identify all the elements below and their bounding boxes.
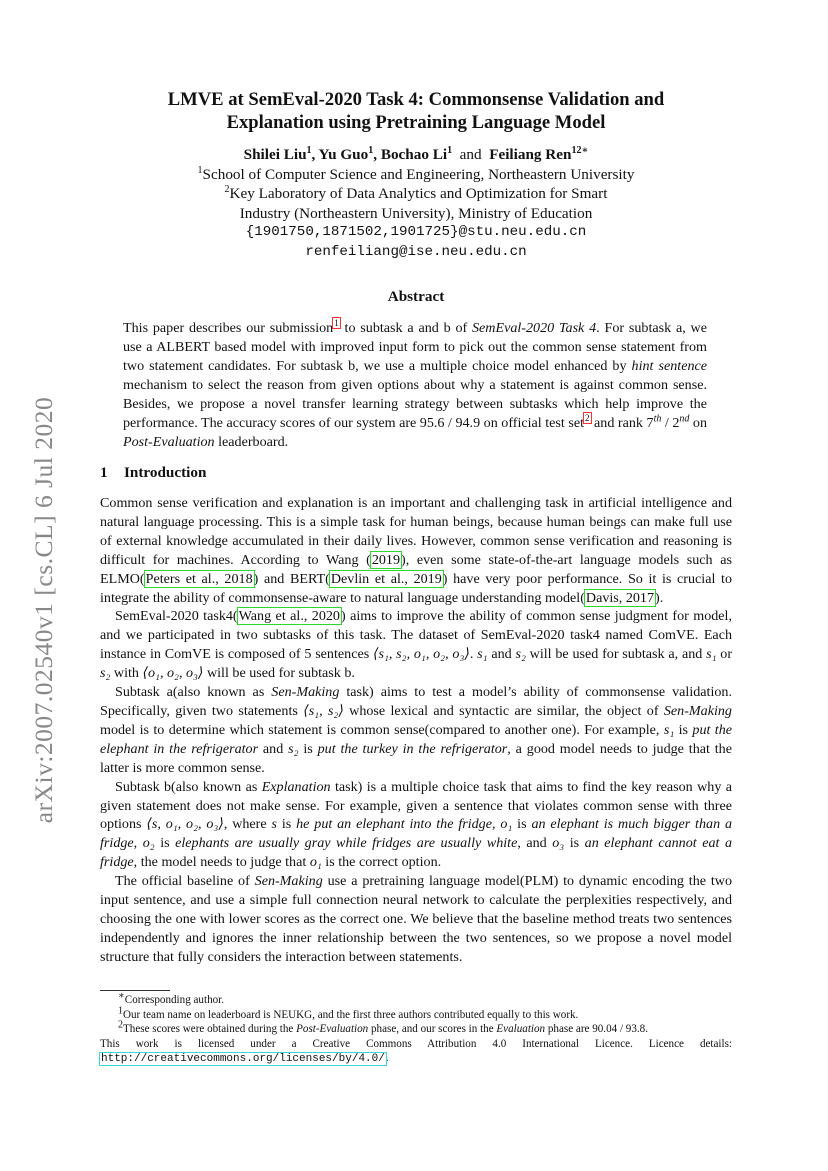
- affiliation-2-line-2: Industry (Northeastern University), Ministry of Education: [239, 204, 593, 222]
- license-text: .: [385, 1052, 389, 1064]
- rank-superscript: nd: [679, 413, 690, 425]
- text-run: or: [716, 646, 733, 663]
- footnote-text: phase are 90.04 / 93.8.: [545, 1023, 648, 1035]
- emphasis: Evaluation: [496, 1023, 546, 1035]
- math-expression: ⟨s₁, s₂, o₁, o₂, o₃⟩: [372, 646, 470, 663]
- abstract-text: [123, 319, 707, 452]
- text-run: use a pretraining language model(PLM) to dynamic encoding the two input sentence, and use a simple full connection neural network to calculate the perplexities respectively, and choosing the one with lower scores as the correct one. We believe that the baseline method treats two sentences independently and ignores the inner relationship between the two sentences, so we propose a novel model structure that fully considers the interaction between statements.: [100, 873, 733, 965]
- text-run: ) aims to improve the ability of common sense judgment for model, and we participated in two subtasks of this task. The dataset of SemEval-2020 task4 named ComVE. Each instance in ComVE is composed of 5 sentences: [100, 608, 732, 663]
- emphasis: an elephant cannot eat a fridge: [100, 835, 732, 871]
- text-run: / 2: [661, 415, 680, 431]
- text-run: leaderboard.: [214, 434, 289, 450]
- text-run: ), even some state-of-the-art language models such as ELMO(: [100, 551, 732, 587]
- text-run: Common sense verification and explanation is an important and challenging task in artificial intelligence and natural language processing. This is a simple task for human beings, because human beings can make full use of external knowledge accumulated in their daily lives. However, common sense verification and reasoning is difficult for machines. According to Wang (: [100, 495, 732, 568]
- emphasis: put the elephant in the refrigerator: [100, 721, 732, 757]
- math-expression: o₁: [500, 816, 513, 833]
- citation-link[interactable]: 2019: [371, 551, 401, 568]
- affiliation-2: [100, 184, 732, 204]
- paragraph-5: [100, 872, 732, 967]
- footnote-text: phase, and our scores in the: [368, 1023, 497, 1035]
- math-expression: s: [271, 816, 277, 833]
- emphasis: Post-Evaluation: [296, 1023, 369, 1035]
- text-run: will be used for subtask a, and: [525, 646, 707, 663]
- arxiv-identifier-text: arXiv:2007.02540v1 [cs.CL] 6 Jul 2020: [29, 396, 58, 824]
- author-block: [100, 145, 732, 262]
- text-run: , where: [223, 816, 272, 833]
- text-run: , a good model needs to judge that the latter is more common sense.: [100, 740, 732, 776]
- emphasis: Explanation: [261, 778, 331, 795]
- paragraph-1: [100, 494, 732, 607]
- footnote-rule: [100, 990, 170, 991]
- text-run: ) have very poor performance. So it is crucial to integrate the ability of commonsense-aware to natural language understanding model(: [100, 570, 732, 606]
- emphasis: Post-Evaluation: [123, 434, 215, 450]
- text-run: , and: [517, 835, 553, 852]
- emphasis: SemEval-2020 Task 4: [471, 320, 597, 336]
- emphasis: Sen-Making: [663, 702, 732, 719]
- section-title: Introduction: [124, 464, 207, 481]
- title-line-1: LMVE at SemEval-2020 Task 4: Commonsense Validation and: [167, 89, 665, 110]
- text-run: Subtask a(also known as: [115, 684, 272, 701]
- text-run: . For subtask a, we use a ALBERT based model with improved input form to pick out the common sense statement from two statement candidates. For subtask b, we use a multiple choice model enhanced by: [123, 320, 707, 374]
- text-run: ,: [133, 835, 143, 852]
- emphasis: Sen-Making: [254, 873, 323, 890]
- footnote-text: These scores were obtained during the: [123, 1023, 297, 1035]
- text-run: .: [469, 646, 478, 663]
- emphasis: Sen-Making: [271, 684, 340, 701]
- rank-superscript: th: [653, 413, 662, 425]
- author-name: Bochao Li: [380, 146, 448, 163]
- emphasis: hint sentence: [631, 358, 708, 374]
- math-expression: o₂: [142, 835, 155, 852]
- math-expression: s₁: [706, 646, 717, 663]
- author-names: Shilei Liu$^1$, Yu Guo$^1$, Bochao Li$^1$ and Feiliang Ren$^{12∗}$: [243, 144, 589, 163]
- affiliation-mark: 2: [224, 183, 230, 195]
- affiliation-text: Key Laboratory of Data Analytics and Optimization for Smart: [229, 185, 608, 202]
- text-run: is: [298, 740, 318, 757]
- introduction-body: [100, 494, 732, 967]
- section-heading: [100, 464, 206, 482]
- affiliation-1: [100, 165, 732, 185]
- text-run: task) aims to test a model’s ability of commonsense validation. Specifically, given two statements: [100, 684, 732, 719]
- text-run: task) is a multiple choice task that aims to find the key reason why a given statement does not make sense. For example, given a sentence that violates common sense with three options: [100, 778, 733, 833]
- footnote-text: Corresponding author.: [124, 994, 225, 1006]
- citation-link[interactable]: Davis, 2017: [585, 589, 655, 606]
- paper-title: [100, 88, 732, 134]
- math-expression: s₁: [663, 721, 675, 738]
- author-name: Feiliang Ren: [489, 146, 572, 163]
- math-expression: ⟨s₁, s₂⟩: [303, 702, 344, 719]
- paragraph-2: [100, 607, 732, 683]
- footnote-corresponding: [100, 990, 732, 1008]
- author-emails: {1901750,1871502,1901725}@stu.neu.edu.cn: [245, 224, 587, 240]
- citation-link[interactable]: Peters et al., 2018: [145, 570, 253, 587]
- text-run: to subtask a and b of: [339, 320, 472, 336]
- math-expression: s₂: [100, 665, 111, 682]
- text-run: and: [487, 646, 516, 663]
- text-run: , the model needs to judge that: [133, 854, 310, 871]
- emphasis: an elephant is much bigger than a fridge: [100, 816, 733, 852]
- affiliation-text: School of Computer Science and Engineering, Northeastern University: [202, 165, 635, 183]
- paragraph-4: [100, 778, 732, 873]
- affiliation-mark: 12∗: [571, 144, 589, 156]
- text-run: will be used for subtask b.: [203, 665, 355, 682]
- text-run: is: [277, 816, 297, 833]
- footnote-link-2[interactable]: 2: [585, 413, 590, 424]
- text-run: ) and BERT(: [253, 570, 330, 587]
- text-run: SemEval-2020 task4(: [115, 608, 238, 625]
- text-run: This paper describes our submission: [123, 320, 334, 336]
- math-expression: o₃: [552, 835, 565, 852]
- footnote-1: [100, 1004, 732, 1023]
- text-run: mechanism to select the reason from given options about why a statement is against common sense. Besides, we propose a novel transfer learning strategy between subtasks which help improve the performance. The accuracy scores of our system are 95.6 / 94.9 on official test set: [123, 377, 707, 431]
- footnote-2: [100, 1019, 732, 1037]
- footnotes: [100, 990, 732, 1067]
- affiliation-mark: 1: [306, 144, 312, 156]
- footnote-mark: ∗: [118, 990, 125, 1002]
- text-run: ,: [491, 816, 501, 833]
- author-name: Yu Guo: [318, 146, 369, 163]
- title-line-2: Explanation using Pretraining Language Model: [226, 112, 606, 133]
- license-url-link[interactable]: http://creativecommons.org/licenses/by/4.0/: [101, 1053, 385, 1065]
- emphasis: put the turkey in the refrigerator: [317, 740, 508, 757]
- affiliation-mark: 1: [447, 144, 453, 156]
- emphasis: he put an elephant into the fridge: [296, 816, 492, 833]
- math-expression: s₂: [515, 646, 526, 663]
- emphasis: elephants are usually gray while fridges are usually white: [175, 835, 518, 852]
- text-run: is: [674, 721, 693, 738]
- text-run: model is to determine which statement is common sense(compared to another one). For example,: [100, 721, 664, 738]
- author-conjunction: and: [459, 146, 482, 163]
- arxiv-identifier-stamp: [24, 380, 64, 840]
- section-number: 1: [100, 464, 108, 481]
- text-run: and: [258, 740, 289, 757]
- text-run: on: [689, 415, 708, 431]
- text-run: is the correct option.: [321, 854, 442, 871]
- license-text: This work is licensed under a Creative Commons Attribution 4.0 International Licence. Licence details:: [100, 1037, 732, 1050]
- text-run: with: [110, 665, 143, 682]
- math-expression: o₁: [309, 854, 322, 871]
- math-expression: s₁: [477, 646, 488, 663]
- author-name: Shilei Liu: [243, 146, 307, 163]
- text-run: and rank 7: [590, 415, 654, 431]
- text-run: ).: [655, 589, 664, 606]
- text-run: is: [512, 816, 532, 833]
- citation-link[interactable]: Devlin et al., 2019: [330, 570, 442, 587]
- license-notice: [100, 1037, 732, 1067]
- text-run: is: [154, 835, 176, 852]
- text-run: Subtask b(also known as: [115, 778, 262, 795]
- footnote-text: Our team name on leaderboard is NEUKG, and the first three authors contributed equally to this work.: [123, 1008, 579, 1021]
- text-run: The official baseline of: [115, 873, 255, 890]
- text-run: whose lexical and syntactic are similar, the object of: [343, 702, 664, 719]
- affiliation-mark: 1: [368, 144, 374, 156]
- math-expression: ⟨s, o₁, o₂, o₃⟩: [146, 816, 224, 833]
- math-expression: s₂: [288, 740, 299, 757]
- abstract-heading: Abstract: [387, 288, 445, 305]
- math-expression: ⟨o₁, o₂, o₃⟩: [142, 665, 204, 682]
- text-run: is: [564, 835, 585, 852]
- footnote-link-1[interactable]: 1: [334, 318, 339, 329]
- footnote-mark: 1: [118, 1004, 123, 1016]
- paragraph-3: [100, 683, 732, 778]
- affiliation-mark: 1: [197, 164, 203, 176]
- corresponding-email: renfeiliang@ise.neu.edu.cn: [305, 243, 527, 260]
- citation-link[interactable]: Wang et al., 2020: [238, 608, 340, 625]
- footnote-mark: 2: [118, 1019, 123, 1031]
